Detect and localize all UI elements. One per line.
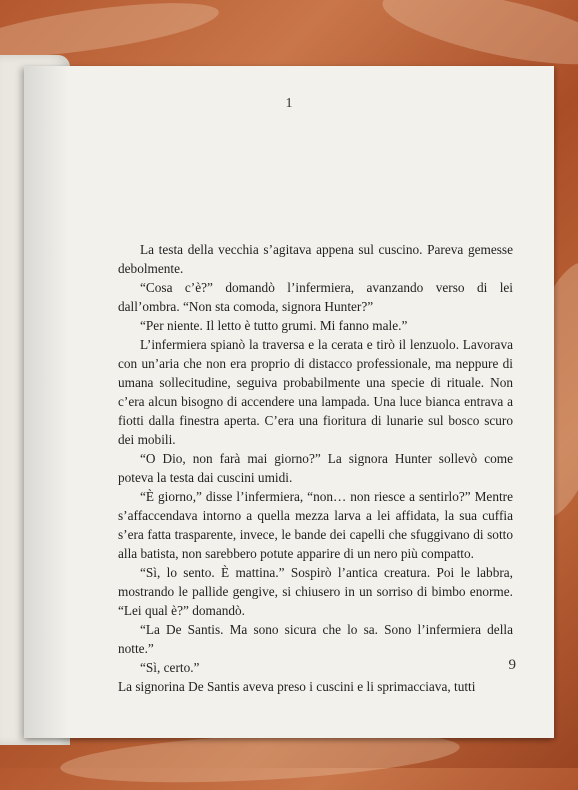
- paragraph: “O Dio, non farà mai giorno?” La signora Hunter sollevò come poteva la testa dai cuscini umidi.: [118, 451, 513, 485]
- gutter-shade: [24, 66, 69, 738]
- page-number: 9: [508, 657, 516, 673]
- paragraph: “Sì, lo sento. È mattina.” Sospirò l’antica creatura. Poi le labbra, mostrando le pallide gengive, si chiusero in un sorriso di bimbo enorme. “Lei qual è?” domandò.: [118, 565, 513, 618]
- paragraph: “La De Santis. Ma sono sicura che lo sa. Sono l’infermiera della notte.”: [118, 622, 513, 656]
- paragraph: La signorina De Santis aveva preso i cuscini e li sprimacciava, tutti: [118, 679, 476, 694]
- paragraph: L’infermiera spianò la traversa e la cerata e tirò il lenzuolo. Lavorava con un’aria che non era proprio di distacco professionale, ma neppure di umana sollecitudine, seguiva probabilmente una specie di rituale. Non c’era alcun bisogno di accendere una lampada. Una luce bianca entrava a fiotti dalla finestra aperta. C’era una fioritura di lunarie sul bosco scuro dei mobili.: [118, 337, 513, 447]
- paragraph: “È giorno,” disse l’infermiera, “non… non riesce a sentirlo?” Mentre s’affaccendava intorno a quella mezza larva a lei affidata, la sua cuffia s’era fatta trasparente, invece, le bande dei capelli che sfuggivano di sotto alla batista, non sarebbero potute apparire di un nero più compatto.: [118, 489, 513, 561]
- paragraph: “Cosa c’è?” domandò l’infermiera, avanzando verso di lei dall’ombra. “Non sta comoda, signora Hunter?”: [118, 280, 513, 314]
- paragraph: “Sì, certo.”: [140, 660, 200, 675]
- chapter-number: 1: [285, 96, 293, 111]
- body-text: [118, 240, 513, 696]
- paragraph: “Per niente. Il letto è tutto grumi. Mi fanno male.”: [140, 318, 408, 333]
- book-page: [24, 66, 554, 738]
- paragraph: La testa della vecchia s’agitava appena sul cuscino. Pareva gemesse debolmente.: [118, 242, 513, 276]
